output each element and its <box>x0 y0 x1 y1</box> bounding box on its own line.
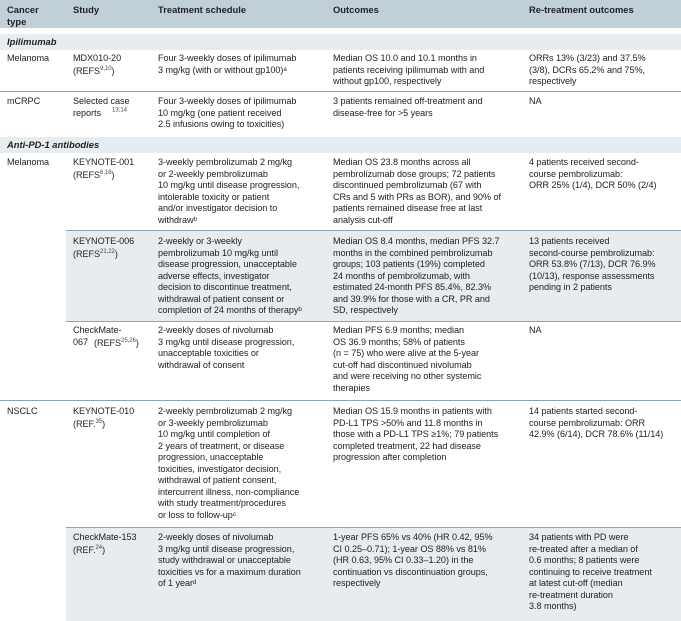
cell-study-ref: 13,14 <box>112 107 128 114</box>
row-divider <box>66 321 681 322</box>
cell-study: CheckMate- 067 <box>73 325 122 347</box>
cell-outcomes: 1-year PFS 65% vs 40% (HR 0.42, 95% CI 0.25–0.71); 1-year OS 88% vs 81% (HR 0.63, 95% CI 0.33–1.20) in the continuation vs discontinuation groups, respectively <box>333 532 493 588</box>
cell-study-ref: (REFS$^{25,26}$) <box>94 338 139 349</box>
section-title-ipilimumab: Ipilimumab <box>7 36 57 47</box>
header-outcomes: Outcomes <box>333 4 379 15</box>
cell-outcomes: Median OS 10.0 and 10.1 months in patients receiving ipilimumab with and without gp100, respectively <box>333 53 485 86</box>
cell-study: KEYNOTE-001 <box>73 157 135 167</box>
row-divider <box>0 91 681 92</box>
cell-retreatment: 13 patients received second-course pembrolizumab: ORR 53.8% (7/13), DCR 76.9% (10/13), response assessments pending in 2 patients <box>529 236 656 292</box>
row-divider <box>0 400 681 401</box>
cell-retreatment: ORRs 13% (3/23) and 37.5% (3/8), DCRs 65.2% and 75%, respectively <box>529 53 646 86</box>
cell-treatment: 2-weekly doses of nivolumab 3 mg/kg until disease progression, study withdrawal or unacceptable toxicities vs for a maximum duration of 1 yearᵈ <box>158 532 301 588</box>
cell-study-ref: (REFS$^{6,16}$) <box>73 170 115 181</box>
header-treatment-schedule: Treatment schedule <box>158 4 247 15</box>
cell-retreatment: NA <box>529 96 542 106</box>
cell-study-ref: (REF.$^{24}$) <box>73 545 106 556</box>
cell-study-ref: (REFS$^{9,10}$) <box>73 66 115 77</box>
cell-retreatment: 14 patients started second- course pembrolizumab: ORR 42.9% (6/14), DCR 78.6% (11/14) <box>529 406 664 439</box>
cell-outcomes: Median OS 23.8 months across all pembrolizumab dose groups; 72 patients discontinued pembrolizumab (67 with CRs and 5 with PRs as BOR), and 90% of patients remained disease free at last analysis cut-off <box>333 157 501 225</box>
cell-cancer-type: NSCLC <box>7 406 38 416</box>
section-band-anti-pd1 <box>0 137 681 153</box>
cell-retreatment: 4 patients received second- course pembrolizumab: ORR 25% (1/4), DCR 50% (2/4) <box>529 157 657 190</box>
cell-outcomes: 3 patients remained off-treatment and disease-free for >5 years <box>333 96 483 118</box>
cell-study-ref: (REFS$^{21,22}$) <box>73 249 118 260</box>
cell-study: CheckMate-153 <box>73 532 137 542</box>
cell-outcomes: Median OS 8.4 months, median PFS 32.7 months in the combined pembrolizumab groups; 103 patients (19%) completed 24 months of pembrolizumab, with estimated 24-month PFS 85.4%, 82.3% and 39.9% for those with a CR, PR and SD, respectively <box>333 236 500 315</box>
cell-outcomes: Median PFS 6.9 months; median OS 36.9 months; 58% of patients (n = 75) who were alive at the 5-year cut-off had discontinued nivolumab and were receiving no other systemic therapies <box>333 325 482 393</box>
cell-treatment: Four 3-weekly doses of ipilimumab 3 mg/kg (with or without gp100)ᵃ <box>158 53 297 75</box>
section-title-anti-pd1: Anti-PD-1 antibodies <box>7 139 100 150</box>
cell-study-ref: (REF.$^{35}$) <box>73 419 106 430</box>
cell-treatment: 2-weekly pembrolizumab 2 mg/kg or 3-weekly pembrolizumab 10 mg/kg until completion of 2 years of treatment, or disease progression, unacceptable toxicities, investigator decision, withdrawal of patient consent, intercurrent illness, non-compliance with study treatment/procedures or loss to follow-upᶜ <box>158 406 300 520</box>
study-name: MDX010-20 <box>73 53 122 63</box>
cell-study: KEYNOTE-010 <box>73 406 135 416</box>
cell-cancer-type: Melanoma <box>7 157 50 167</box>
section-band-ipilimumab <box>0 34 681 50</box>
cell-cancer-type: mCRPC <box>7 96 41 106</box>
header-cancer-type: Cancer type <box>7 4 39 27</box>
header-retreatment-outcomes: Re-treatment outcomes <box>529 4 634 15</box>
cell-study: KEYNOTE-006 <box>73 236 135 246</box>
cell-study <box>73 53 121 65</box>
cell-treatment: 2-weekly doses of nivolumab 3 mg/kg until disease progression, unacceptable toxicities or withdrawal of consent <box>158 325 295 370</box>
cell-study: Selected case reports <box>73 96 130 118</box>
cell-treatment: 3-weekly pembrolizumab 2 mg/kg or 2-weekly pembrolizumab 10 mg/kg until disease progression, intolerable toxicity or patient and/or investigator decision to withdrawᵇ <box>158 157 300 225</box>
cell-treatment: 2-weekly or 3-weekly pembrolizumab 10 mg/kg until disease progression, unacceptable adverse effects, investigator decision to discontinue treatment, withdrawal of patient consent or completion of 24 months of therapyᵇ <box>158 236 302 315</box>
cell-retreatment: 34 patients with PD were re-treated after a median of 0.6 months; 8 patients were continuing to receive treatment at latest cut-off (median re-treatment duration 3.8 months) <box>529 532 652 611</box>
cell-treatment: Four 3-weekly doses of ipilimumab 10 mg/kg (one patient received 2.5 infusions owing to toxicities) <box>158 96 297 129</box>
cell-cancer-type: Melanoma <box>7 53 50 63</box>
header-study: Study <box>73 4 100 15</box>
cell-outcomes: Median OS 15.9 months in patients with PD-L1 TPS >50% and 11.8 months in those with a PD-L1 TPS ≥1%; 79 patients completed treatment, 22 had disease progression after completion <box>333 406 499 462</box>
cell-retreatment: NA <box>529 325 542 335</box>
